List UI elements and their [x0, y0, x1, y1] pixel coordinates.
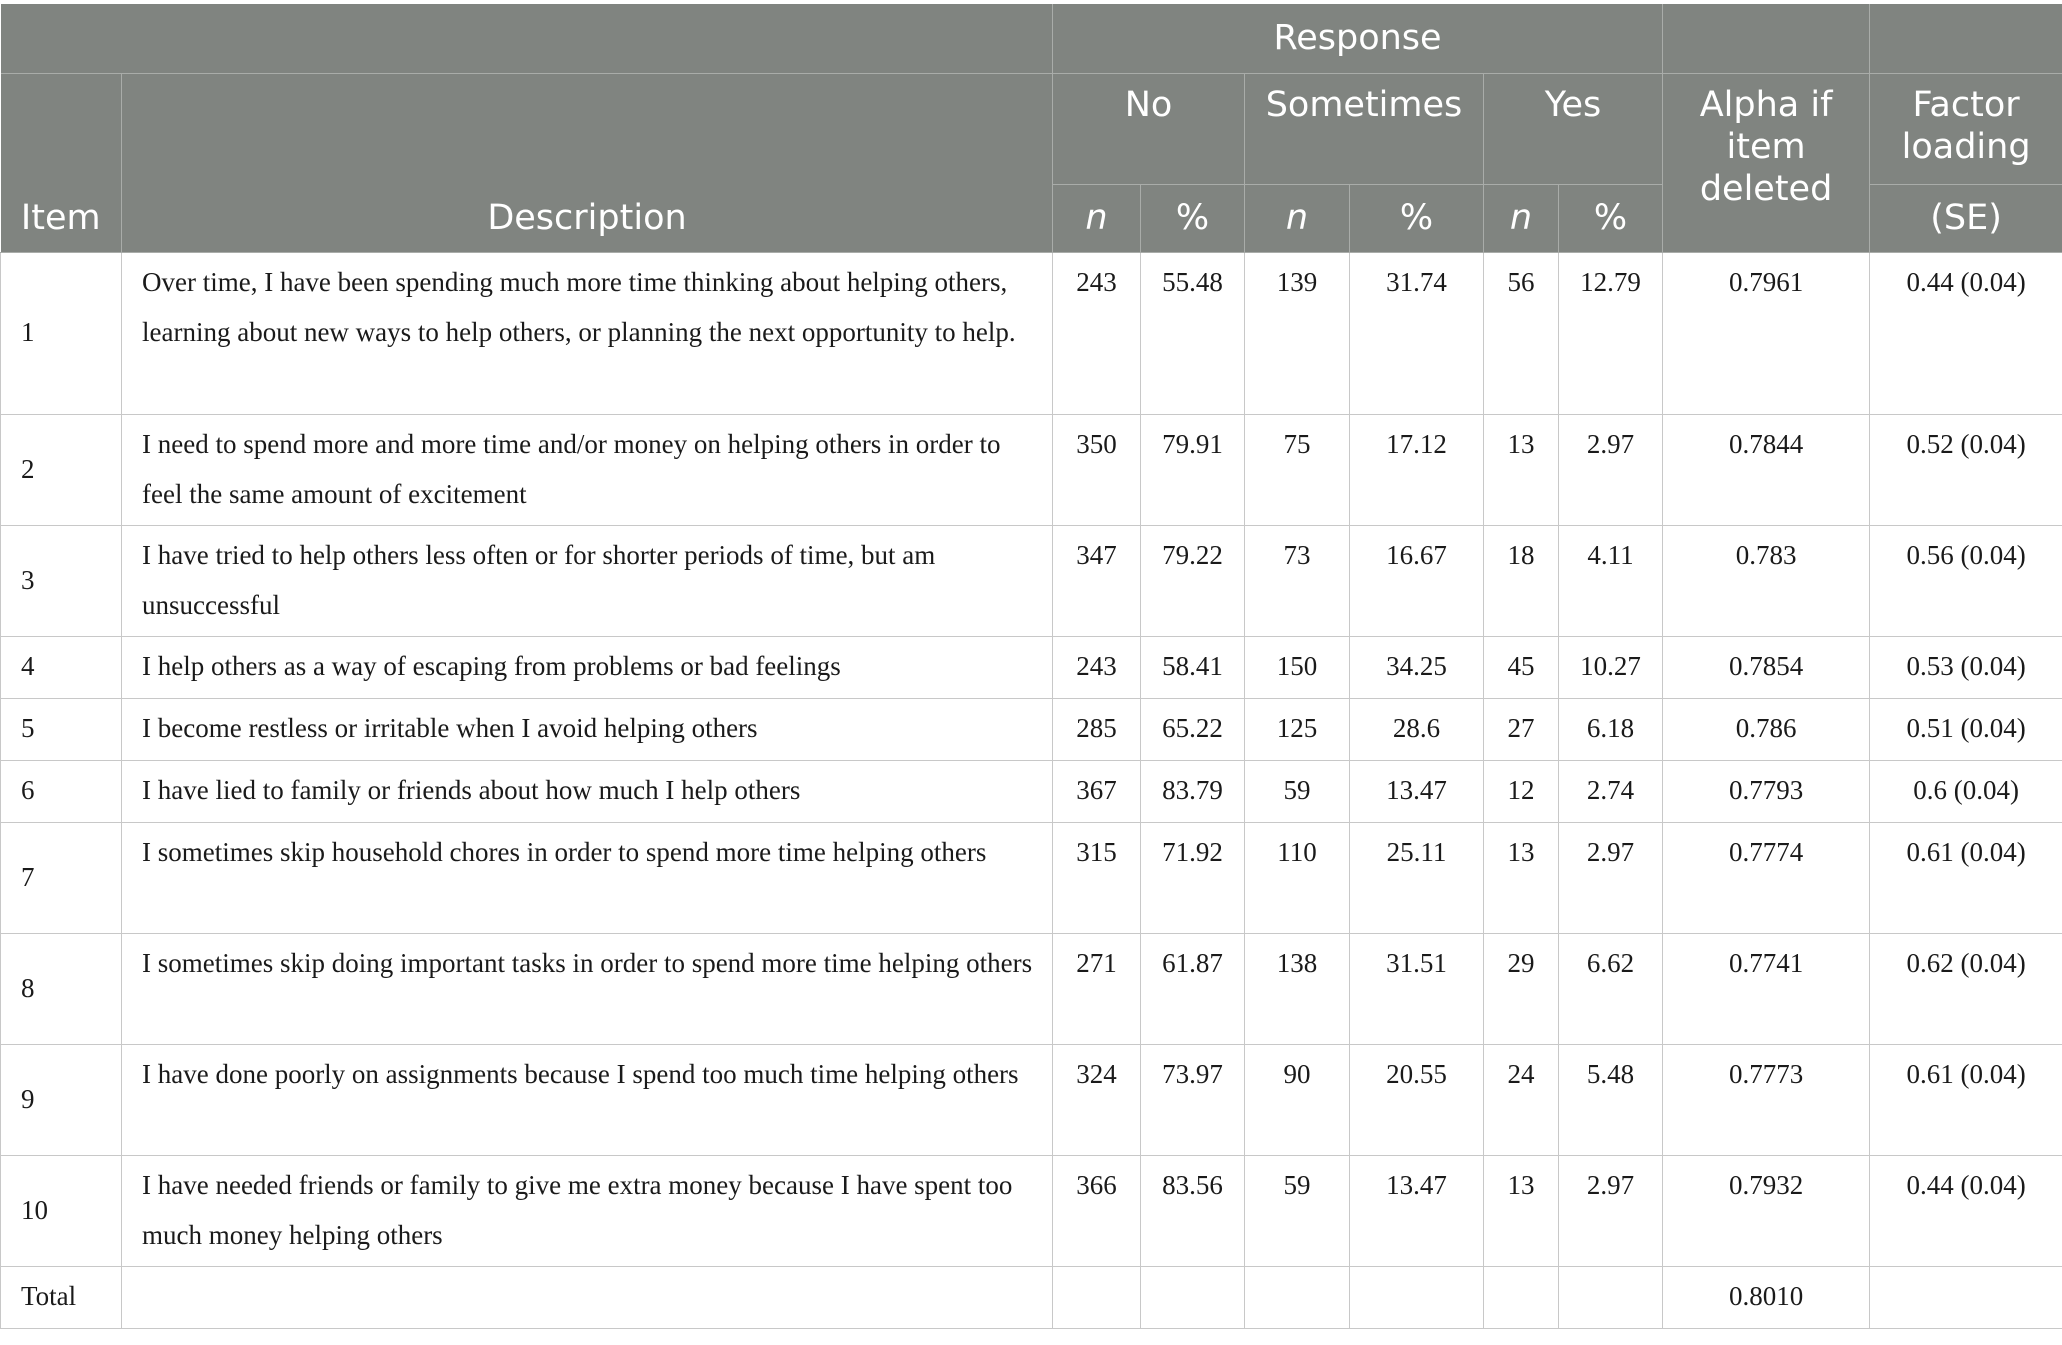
- header-description: Description: [122, 184, 1053, 252]
- table-row: [1, 525, 2062, 636]
- factor-loading: 0.52 (0.04): [1870, 414, 2062, 525]
- empty-cell: [1245, 1266, 1350, 1328]
- header-item: Item: [1, 184, 122, 252]
- yes-pct: 6.18: [1559, 698, 1663, 760]
- sometimes-pct: 31.74: [1350, 252, 1484, 414]
- yes-n: 12: [1484, 760, 1559, 822]
- yes-n: 29: [1484, 933, 1559, 1044]
- empty-cell: [122, 1266, 1053, 1328]
- no-n: 350: [1053, 414, 1141, 525]
- no-n: 243: [1053, 252, 1141, 414]
- yes-n: 56: [1484, 252, 1559, 414]
- header-yes-n: n: [1484, 184, 1559, 252]
- item-number: 5: [1, 698, 122, 760]
- item-description: I become restless or irritable when I avoid helping others: [122, 698, 1053, 760]
- no-n: 315: [1053, 822, 1141, 933]
- sometimes-pct: 20.55: [1350, 1044, 1484, 1155]
- alpha-if-deleted: 0.786: [1663, 698, 1870, 760]
- table-row: [1, 698, 2062, 760]
- sometimes-pct: 34.25: [1350, 636, 1484, 698]
- factor-loading: 0.62 (0.04): [1870, 933, 2062, 1044]
- item-number: 8: [1, 933, 122, 1044]
- table-header: [1, 4, 2062, 252]
- yes-pct: 2.97: [1559, 1155, 1663, 1266]
- item-number: 2: [1, 414, 122, 525]
- header-sometimes-n: n: [1245, 184, 1350, 252]
- header-sometimes: Sometimes: [1245, 73, 1484, 184]
- no-n: 271: [1053, 933, 1141, 1044]
- total-alpha: 0.8010: [1663, 1266, 1870, 1328]
- no-pct: 73.97: [1141, 1044, 1245, 1155]
- item-number: 3: [1, 525, 122, 636]
- empty-cell: [1484, 1266, 1559, 1328]
- header-yes: Yes: [1484, 73, 1663, 184]
- empty-cell: [1141, 1266, 1245, 1328]
- item-description: I have lied to family or friends about how much I help others: [122, 760, 1053, 822]
- header-blank-alpha: [1663, 4, 1870, 73]
- no-pct: 83.79: [1141, 760, 1245, 822]
- factor-loading: 0.61 (0.04): [1870, 822, 2062, 933]
- sometimes-n: 75: [1245, 414, 1350, 525]
- factor-loading: 0.44 (0.04): [1870, 1155, 2062, 1266]
- table-row: [1, 636, 2062, 698]
- no-pct: 71.92: [1141, 822, 1245, 933]
- sometimes-n: 110: [1245, 822, 1350, 933]
- yes-pct: 10.27: [1559, 636, 1663, 698]
- item-number: 9: [1, 1044, 122, 1155]
- table-row: [1, 414, 2062, 525]
- header-sometimes-pct: %: [1350, 184, 1484, 252]
- item-description: I have done poorly on assignments because I spend too much time helping others: [122, 1044, 1053, 1155]
- empty-cell: [1870, 1266, 2062, 1328]
- item-number: 7: [1, 822, 122, 933]
- alpha-if-deleted: 0.7854: [1663, 636, 1870, 698]
- item-description: I need to spend more and more time and/or money on helping others in order to feel the same amount of excitement: [122, 414, 1053, 525]
- alpha-if-deleted: 0.7741: [1663, 933, 1870, 1044]
- yes-n: 18: [1484, 525, 1559, 636]
- header-no-n: n: [1053, 184, 1141, 252]
- no-n: 285: [1053, 698, 1141, 760]
- item-description: I sometimes skip household chores in order to spend more time helping others: [122, 822, 1053, 933]
- sometimes-n: 73: [1245, 525, 1350, 636]
- sometimes-pct: 28.6: [1350, 698, 1484, 760]
- table-body: [1, 252, 2062, 1328]
- yes-n: 13: [1484, 822, 1559, 933]
- yes-pct: 2.74: [1559, 760, 1663, 822]
- header-blank: [1, 4, 1053, 73]
- empty-cell: [1559, 1266, 1663, 1328]
- yes-pct: 5.48: [1559, 1044, 1663, 1155]
- sometimes-pct: 25.11: [1350, 822, 1484, 933]
- factor-loading: 0.6 (0.04): [1870, 760, 2062, 822]
- factor-loading: 0.56 (0.04): [1870, 525, 2062, 636]
- no-pct: 58.41: [1141, 636, 1245, 698]
- header-factor-se: (SE): [1870, 184, 2062, 252]
- sometimes-pct: 31.51: [1350, 933, 1484, 1044]
- no-pct: 55.48: [1141, 252, 1245, 414]
- no-pct: 79.91: [1141, 414, 1245, 525]
- table-row: [1, 252, 2062, 414]
- sometimes-n: 138: [1245, 933, 1350, 1044]
- sometimes-pct: 17.12: [1350, 414, 1484, 525]
- empty-cell: [1350, 1266, 1484, 1328]
- sometimes-n: 90: [1245, 1044, 1350, 1155]
- no-n: 367: [1053, 760, 1141, 822]
- sometimes-pct: 13.47: [1350, 1155, 1484, 1266]
- yes-n: 13: [1484, 414, 1559, 525]
- no-pct: 79.22: [1141, 525, 1245, 636]
- factor-loading: 0.53 (0.04): [1870, 636, 2062, 698]
- yes-pct: 12.79: [1559, 252, 1663, 414]
- alpha-if-deleted: 0.7844: [1663, 414, 1870, 525]
- sometimes-n: 59: [1245, 1155, 1350, 1266]
- alpha-if-deleted: 0.7793: [1663, 760, 1870, 822]
- alpha-if-deleted: 0.7773: [1663, 1044, 1870, 1155]
- table-row: [1, 933, 2062, 1044]
- sometimes-n: 150: [1245, 636, 1350, 698]
- no-n: 366: [1053, 1155, 1141, 1266]
- no-n: 324: [1053, 1044, 1141, 1155]
- empty-cell: [1053, 1266, 1141, 1328]
- table-row: [1, 1044, 2062, 1155]
- item-number: 6: [1, 760, 122, 822]
- alpha-if-deleted: 0.7932: [1663, 1155, 1870, 1266]
- yes-n: 24: [1484, 1044, 1559, 1155]
- header-no: No: [1053, 73, 1245, 184]
- no-pct: 83.56: [1141, 1155, 1245, 1266]
- total-row: [1, 1266, 2062, 1328]
- item-description: I have tried to help others less often or for shorter periods of time, but am unsuccessful: [122, 525, 1053, 636]
- yes-pct: 4.11: [1559, 525, 1663, 636]
- header-blank-item: [1, 73, 122, 184]
- table-row: [1, 822, 2062, 933]
- factor-loading: 0.44 (0.04): [1870, 252, 2062, 414]
- sometimes-pct: 13.47: [1350, 760, 1484, 822]
- alpha-if-deleted: 0.7961: [1663, 252, 1870, 414]
- header-no-pct: %: [1141, 184, 1245, 252]
- no-n: 347: [1053, 525, 1141, 636]
- yes-pct: 2.97: [1559, 822, 1663, 933]
- alpha-if-deleted: 0.7774: [1663, 822, 1870, 933]
- item-description: Over time, I have been spending much more time thinking about helping others, learning about new ways to help others, or planning the next opportunity to help.: [122, 252, 1053, 414]
- yes-n: 45: [1484, 636, 1559, 698]
- item-description: I have needed friends or family to give me extra money because I have spent too much money helping others: [122, 1155, 1053, 1266]
- sometimes-n: 139: [1245, 252, 1350, 414]
- header-blank-factor: [1870, 4, 2062, 73]
- item-number: 4: [1, 636, 122, 698]
- yes-pct: 2.97: [1559, 414, 1663, 525]
- header-yes-pct: %: [1559, 184, 1663, 252]
- alpha-if-deleted: 0.783: [1663, 525, 1870, 636]
- item-number: 1: [1, 252, 122, 414]
- sometimes-pct: 16.67: [1350, 525, 1484, 636]
- header-blank-desc: [122, 73, 1053, 184]
- table-row: [1, 1155, 2062, 1266]
- table-row: [1, 760, 2062, 822]
- item-statistics-table: [0, 4, 2062, 1329]
- yes-n: 27: [1484, 698, 1559, 760]
- no-pct: 65.22: [1141, 698, 1245, 760]
- sometimes-n: 59: [1245, 760, 1350, 822]
- no-pct: 61.87: [1141, 933, 1245, 1044]
- no-n: 243: [1053, 636, 1141, 698]
- item-number: 10: [1, 1155, 122, 1266]
- header-factor: Factor loading: [1870, 73, 2062, 184]
- factor-loading: 0.61 (0.04): [1870, 1044, 2062, 1155]
- sometimes-n: 125: [1245, 698, 1350, 760]
- header-response: Response: [1053, 4, 1663, 73]
- item-description: I sometimes skip doing important tasks in order to spend more time helping others: [122, 933, 1053, 1044]
- factor-loading: 0.51 (0.04): [1870, 698, 2062, 760]
- yes-n: 13: [1484, 1155, 1559, 1266]
- header-alpha: Alpha if item deleted: [1663, 73, 1870, 252]
- yes-pct: 6.62: [1559, 933, 1663, 1044]
- total-label: Total: [1, 1266, 122, 1328]
- item-description: I help others as a way of escaping from problems or bad feelings: [122, 636, 1053, 698]
